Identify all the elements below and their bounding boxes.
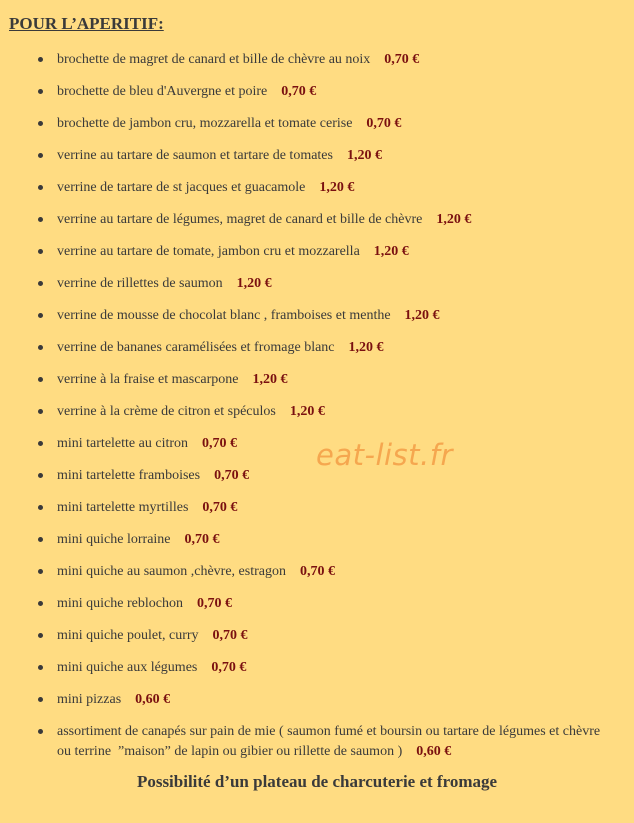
item-name: brochette de magret de canard et bille de chèvre au noix [57, 52, 371, 67]
item-price: 1,20 € [346, 148, 382, 163]
list-item [0, 364, 634, 396]
item-name: brochette de bleu d'Auvergne et poire [57, 84, 268, 99]
section-title: POUR L’APERITIF: [9, 14, 164, 33]
item-price: 0,70 € [196, 596, 232, 611]
item-price: 0,60 € [135, 692, 171, 707]
item-name: verrine au tartare de légumes, magret de canard et bille de chèvre [57, 212, 423, 227]
list-item [0, 236, 634, 268]
item-price: 0,70 € [202, 500, 238, 515]
item-price: 0,70 € [211, 660, 247, 675]
item-name: verrine à la fraise et mascarpone [57, 372, 239, 387]
item-name: verrine de bananes caramélisées et fromage blanc [57, 340, 335, 355]
list-item [0, 268, 634, 300]
item-price: 1,20 € [348, 340, 384, 355]
list-item [0, 524, 634, 556]
item-name: assortiment de canapés sur pain de mie ( saumon fumé et boursin ou tartare de légumes et chèvre ou terrine ”maison” de lapin ou gibier ou rillette de saumon ) [57, 724, 601, 759]
list-item [0, 684, 634, 716]
item-price: 0,60 € [416, 744, 452, 759]
item-price: 0,70 € [202, 436, 238, 451]
footer-note: Possibilité d’un plateau de charcuterie et fromage [136, 772, 498, 791]
list-item [0, 44, 634, 76]
item-price: 0,70 € [299, 564, 335, 579]
item-name: mini quiche poulet, curry [57, 628, 199, 643]
item-name: verrine à la crème de citron et spéculos [57, 404, 276, 419]
item-price: 0,70 € [214, 468, 250, 483]
item-name: mini quiche aux légumes [57, 660, 198, 675]
item-name: verrine de tartare de st jacques et guacamole [57, 180, 306, 195]
list-item [0, 556, 634, 588]
item-name: mini quiche au saumon ,chèvre, estragon [57, 564, 286, 579]
list-item [0, 204, 634, 236]
item-name: verrine de mousse de chocolat blanc , framboises et menthe [57, 308, 391, 323]
watermark-logo: eat-list.fr [316, 438, 453, 472]
item-price: 0,70 € [212, 628, 248, 643]
item-name: mini tartelette myrtilles [57, 500, 189, 515]
list-item [0, 300, 634, 332]
list-item [0, 652, 634, 684]
item-name: verrine au tartare de tomate, jambon cru et mozzarella [57, 244, 360, 259]
item-price: 1,20 € [252, 372, 288, 387]
list-item [0, 172, 634, 204]
list-item [0, 140, 634, 172]
list-item [0, 396, 634, 428]
list-item [0, 716, 634, 766]
item-price: 0,70 € [384, 52, 420, 67]
item-name: mini quiche lorraine [57, 532, 171, 547]
list-item [0, 332, 634, 364]
item-price: 0,70 € [184, 532, 220, 547]
item-name: mini quiche reblochon [57, 596, 183, 611]
item-price: 1,20 € [404, 308, 440, 323]
aperitif-list [0, 44, 634, 766]
list-item [0, 108, 634, 140]
item-name: mini tartelette framboises [57, 468, 201, 483]
list-item [0, 620, 634, 652]
item-price: 1,20 € [436, 212, 472, 227]
list-item [0, 76, 634, 108]
list-item [0, 492, 634, 524]
item-name: verrine au tartare de saumon et tartare de tomates [57, 148, 333, 163]
item-price: 1,20 € [236, 276, 272, 291]
item-name: mini tartelette au citron [57, 436, 189, 451]
item-price: 1,20 € [373, 244, 409, 259]
list-item [0, 588, 634, 620]
item-price: 0,70 € [281, 84, 317, 99]
item-name: verrine de rillettes de saumon [57, 276, 223, 291]
item-name: mini pizzas [57, 692, 122, 707]
item-price: 1,20 € [289, 404, 325, 419]
item-price: 1,20 € [319, 180, 355, 195]
item-price: 0,70 € [366, 116, 402, 131]
item-name: brochette de jambon cru, mozzarella et tomate cerise [57, 116, 353, 131]
